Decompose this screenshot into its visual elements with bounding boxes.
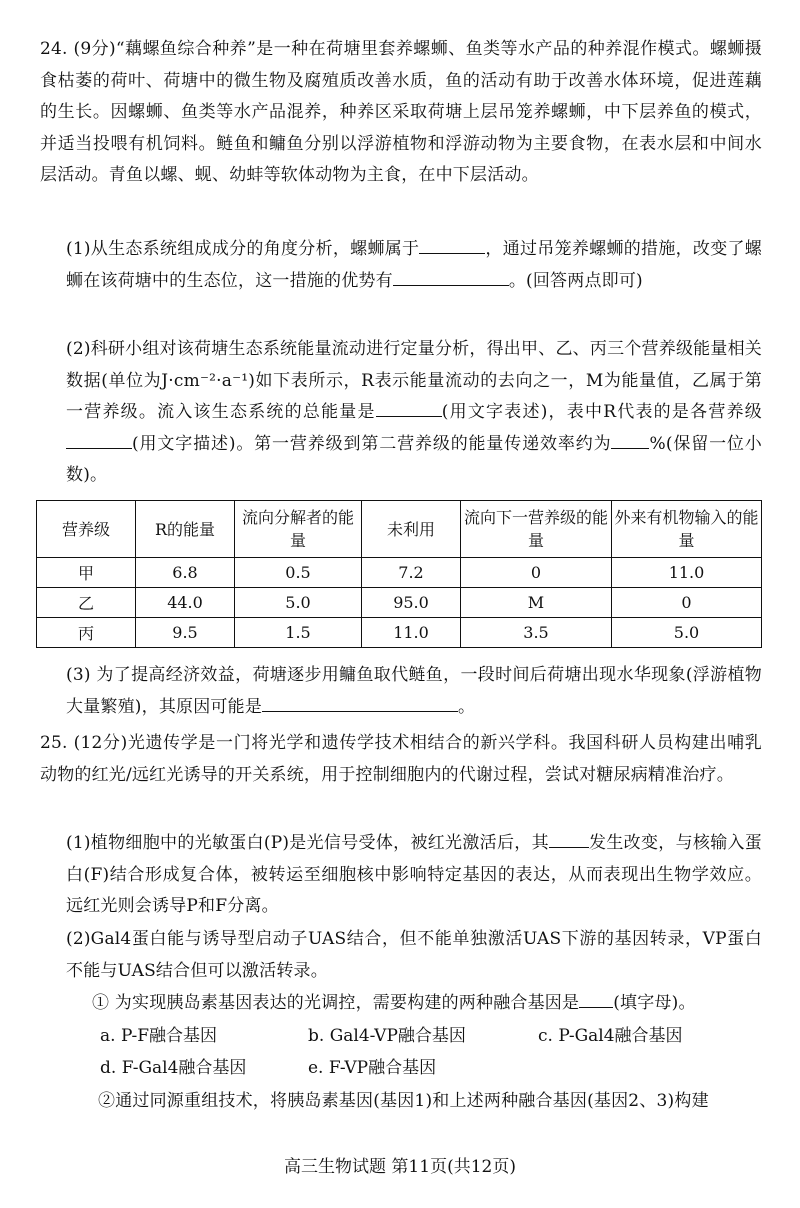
- option-e: e. F-VP融合基因: [308, 1058, 437, 1078]
- answer-blank[interactable]: [419, 235, 485, 254]
- option-c: c. P-Gal4融合基因: [538, 1026, 683, 1046]
- table-header: R的能量: [136, 501, 235, 558]
- q25-intro-text: 25. (12分)光遗传学是一门将光学和遗传学技术相结合的新兴学科。我国科研人员构建出哺乳动物的红光/远红光诱导的开关系统，用于控制细胞内的代谢过程，尝试对糖尿病精准治疗。: [40, 733, 762, 785]
- table-cell: 95.0: [362, 588, 461, 618]
- answer-blank[interactable]: [66, 430, 132, 449]
- table-row: [37, 558, 762, 588]
- table-cell: 5.0: [612, 618, 762, 648]
- table-cell: 1.5: [235, 618, 362, 648]
- table-cell: M: [461, 588, 612, 618]
- q24-part2: (2)科研小组对该荷塘生态系统能量流动进行定量分析，得出甲、乙、丙三个营养级能量相关数据(单位为J·cm⁻²·a⁻¹)如下表所示，R表示能量流动的去向之一，M为能量值，乙属于第一营养级。流入该生态系统的总能量是 (用文字表述)，表中R代表的是各营养级(用文字描述)。第一营养级到第二营养级的能量传递效率约为 %(保留一位小数)。: [66, 339, 762, 485]
- q25-part2-item2: ②通过同源重组技术，将胰岛素基因(基因1)和上述两种融合基因(基因2、3)构建: [98, 1091, 709, 1111]
- table-cell: 0: [461, 558, 612, 588]
- table-row: [37, 588, 762, 618]
- table-cell: 6.8: [136, 558, 235, 588]
- table-cell: 乙: [37, 588, 136, 618]
- q24-intro: [40, 34, 762, 192]
- table-header: 流向分解者的能量: [235, 501, 362, 558]
- table-cell: 44.0: [136, 588, 235, 618]
- answer-blank[interactable]: [393, 267, 509, 286]
- table-cell: 7.2: [362, 558, 461, 588]
- table-row: [37, 618, 762, 648]
- q25-part2-item1: ① 为实现胰岛素基因表达的光调控，需要构建的两种融合基因是 (填字母)。: [92, 988, 762, 1020]
- q24-part3: (3) 为了提高经济效益，荷塘逐步用鳙鱼取代鲢鱼，一段时间后荷塘出现水华现象(浮游植物大量繁殖)，其原因可能是 。: [66, 665, 762, 717]
- table-header: 流向下一营养级的能量: [461, 501, 612, 558]
- q25-part1: (1)植物细胞中的光敏蛋白(P)是光信号受体，被红光激活后，其 发生改变，与核输入蛋白(F)结合形成复合体，被转运至细胞核中影响特定基因的表达，从而表现出生物学效应。远红光则会诱导P和F分离。: [66, 828, 762, 923]
- table-header: 营养级: [37, 501, 136, 558]
- table-header: 外来有机物输入的能量: [612, 501, 762, 558]
- table-cell: 0.5: [235, 558, 362, 588]
- table-cell: 丙: [37, 618, 136, 648]
- table-cell: 3.5: [461, 618, 612, 648]
- table-cell: 甲: [37, 558, 136, 588]
- table-cell: 5.0: [235, 588, 362, 618]
- answer-blank[interactable]: [376, 398, 442, 417]
- answer-blank[interactable]: [262, 693, 458, 712]
- option-b: b. Gal4-VP融合基因: [308, 1026, 466, 1046]
- table-cell: 0: [612, 588, 762, 618]
- answer-blank[interactable]: [579, 989, 613, 1008]
- table-cell: 11.0: [612, 558, 762, 588]
- q24-intro-text: 24. (9分)“藕螺鱼综合种养”是一种在荷塘里套养螺蛳、鱼类等水产品的种养混作模式。螺蛳摄食枯萎的荷叶、荷塘中的微生物及腐殖质改善水质，鱼的活动有助于改善水体环境，促进莲藕的生长。因螺蛳、鱼类等水产品混养，种养区采取荷塘上层吊笼养螺蛳，中下层养鱼的模式，并适当投喂有机饲料。鲢鱼和鳙鱼分别以浮游植物和浮游动物为主要食物，在表水层和中间水层活动。青鱼以螺、蚬、幼蚌等软体动物为主食，在中下层活动。: [40, 39, 762, 185]
- table-header: 未利用: [362, 501, 461, 558]
- table-cell: 9.5: [136, 618, 235, 648]
- q24-part1: (1)从生态系统组成成分的角度分析，螺蛳属于 ，通过吊笼养螺蛳的措施，改变了螺蛳在该荷塘中的生态位，这一措施的优势有 。(回答两点即可): [66, 234, 762, 297]
- answer-blank[interactable]: [611, 430, 649, 449]
- answer-blank[interactable]: [549, 829, 589, 848]
- table-header-row: [37, 501, 762, 558]
- option-a: a. P-F融合基因: [100, 1026, 217, 1046]
- option-d: d. F-Gal4融合基因: [100, 1058, 247, 1078]
- page-footer: 高三生物试题 第11页(共12页): [284, 1157, 516, 1177]
- q25-part2: (2)Gal4蛋白能与诱导型启动子UAS结合，但不能单独激活UAS下游的基因转录，VP蛋白不能与UAS结合但可以激活转录。: [66, 929, 762, 981]
- table-cell: 11.0: [362, 618, 461, 648]
- q25-intro: [40, 728, 762, 791]
- energy-flow-table: [36, 500, 762, 648]
